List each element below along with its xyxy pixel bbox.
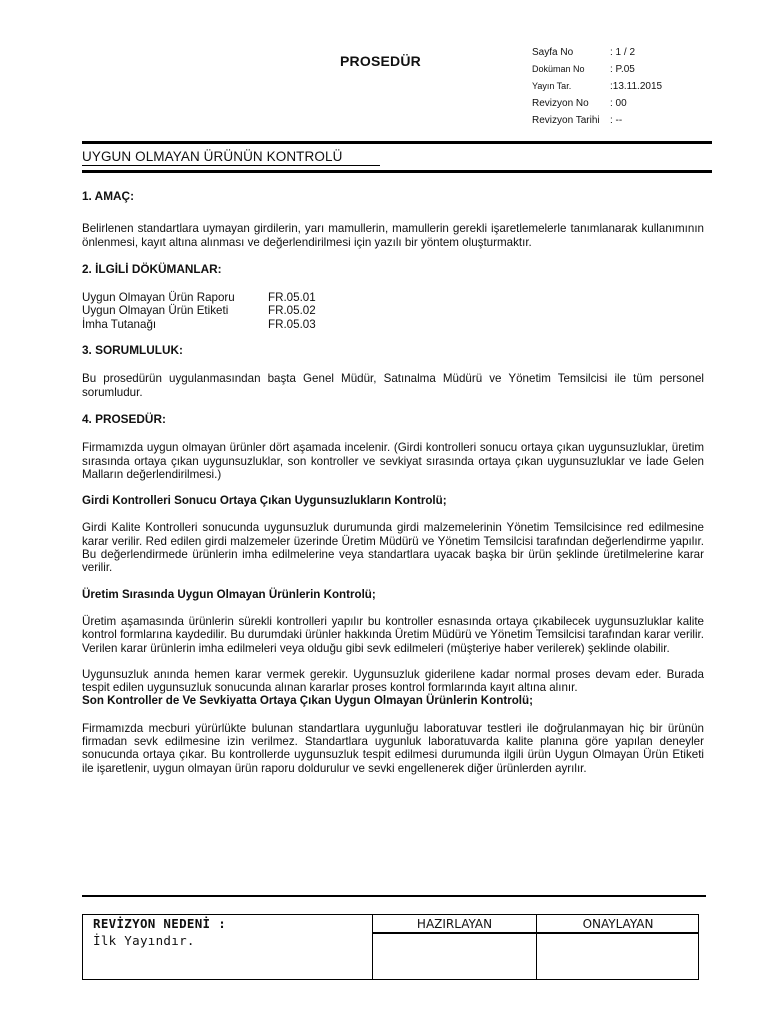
meta-value: : P.05 (610, 64, 635, 75)
document-reference-code: FR.05.02 (268, 304, 316, 318)
document-reference-code: FR.05.03 (268, 317, 316, 331)
document-reference-row (82, 291, 704, 304)
section-heading-procedure: 4. PROSEDÜR: (82, 411, 166, 426)
meta-label: Yayın Tar. (532, 81, 572, 91)
document-reference-code: FR.05.01 (268, 291, 316, 305)
responsibility-text: Bu prosedürün uygulanmasından başta Genel Müdür, Satınalma Müdürü ve Yönetim Temsilcisi ile tüm personel sorumludur. (82, 372, 704, 399)
subject-underline (82, 165, 380, 166)
final-control-text: Firmamızda mecburi yürürlükte bulunan standartlara uygunluğu laboratuvar testleri ile doğrulanmayan hiç bir ürünün firmadan sevk edilmesine izin verilmez. Standartlara uygunluk laboratuvarda kalite planına göre yapılan deneyler sonucunda ortaya çıkar. Bu kontrollerde uygunsuzluk tespit edilmesi durumunda ilgili ürün Uygun Olmayan Ürün Etiketi ile işaretlenir, uygun olmayan ürün raporu doldurulur ve sevki engellenerek diğer ürünlerden ayrılır. (82, 721, 704, 775)
procedure-text: Firmamızda uygun olmayan ürünler dört aşamada incelenir. (Girdi kontrolleri sonucu ortaya çıkan uygunsuzluklar, üretim sırasında ortaya çıkan uygunsuzluklar, son kontroller ve sevkiyat sırasında ortaya çıkan uygunsuzluklar ve İade Gelen Malların değerlendirilmesi.) (82, 441, 704, 481)
document-reference-name: İmha Tutanağı (82, 317, 157, 331)
document-body (82, 190, 704, 775)
section-heading-purpose: 1. AMAÇ: (82, 189, 134, 203)
table-header-divider (372, 932, 698, 934)
document-reference-row (82, 304, 704, 317)
subsection-heading-production: Üretim Sırasında Uygun Olmayan Ürünlerin Kontrolü; (82, 587, 376, 601)
meta-label: Revizyon Tarihi (532, 115, 600, 126)
procedure-subject: UYGUN OLMAYAN ÜRÜNÜN KONTROLÜ (82, 149, 343, 164)
prepared-by-header: HAZIRLAYAN (416, 917, 493, 931)
meta-label: Sayfa No (532, 47, 574, 58)
production-control-text: Üretim aşamasında ürünlerin sürekli kontrolleri yapılır bu kontroller esnasında ortaya çıkabilecek uygunsuzluklar kalite kontrol formlarına kaydedilir. Bu durumdaki ürünler hakkında Üretim Müdürü ve Yönetim Temsilcisi tarafından karar verilir. Verilen karar ürünlerin imha edilmeleri veya olduğu gibi sevk edilmeleri (müşteriye haber verilerek) şeklinde olabilir. (82, 614, 704, 655)
approved-by-header: ONAYLAYAN (582, 917, 654, 931)
header-divider (82, 141, 712, 144)
document-reference-row (82, 318, 704, 331)
meta-label: Doküman No (532, 64, 585, 74)
revision-table (82, 914, 699, 980)
document-meta-block (532, 44, 662, 129)
meta-value: : 00 (610, 98, 627, 109)
document-reference-name: Uygun Olmayan Ürün Raporu (82, 291, 235, 305)
table-column-divider (536, 915, 537, 979)
meta-row-document-no (532, 61, 662, 78)
document-reference-name: Uygun Olmayan Ürün Etiketi (82, 304, 229, 318)
meta-row-revision-date (532, 112, 662, 129)
subject-divider (82, 170, 712, 173)
document-type-title: PROSEDÜR (340, 53, 421, 69)
purpose-text: Belirlenen standartlara uymayan girdilerin, yarı mamullerin, mamullerin gerekli işaretlemelerle tanımlanarak kullanımının önlenmesi, kayıt altına alınması ve değerlendirilmesi için yazılı bir yöntem oluşturmaktır. (82, 222, 704, 249)
incoming-control-text: Girdi Kalite Kontrolleri sonucunda uygunsuzluk durumunda girdi malzemelerinin Yönetim Temsilcisince red edilmesine karar verilir. Red edilen girdi malzemeler üzerinde Üretim Müdürü ve Yönetim Temsilcisi tarafından değerlendirme yapılır. Bu değerlendirmede ürünlerin imha edilmelerine veya standartlara uyacak başka bir ürün şeklinde üretilmelerine karar verilir. (82, 521, 704, 575)
production-decision-text: Uygunsuzluk anında hemen karar vermek gerekir. Uygunsuzluk giderilene kadar normal proses devam eder. Burada tespit edilen uygunsuzluk sonucunda alınan kararlar proses kontrol formlarında kayıt altına alınır. (82, 667, 704, 695)
section-heading-documents: 2. İLGİLİ DÖKÜMANLAR: (82, 261, 222, 276)
meta-value: : 1 / 2 (610, 47, 636, 58)
footer-divider (82, 895, 706, 897)
subsection-heading-final: Son Kontroller de Ve Sevkiyatta Ortaya Çıkan Uygun Olmayan Ürünlerin Kontrolü; (82, 694, 533, 708)
meta-value: : -- (610, 115, 623, 126)
subsection-heading-incoming: Girdi Kontrolleri Sonucu Ortaya Çıkan Uygunsuzlukların Kontrolü; (82, 494, 447, 508)
meta-row-page (532, 44, 662, 61)
meta-label: Revizyon No (532, 98, 589, 109)
meta-row-revision-no (532, 95, 662, 112)
revision-reason-value: İlk Yayındır. (93, 933, 195, 948)
section-heading-responsibility: 3. SORUMLULUK: (82, 343, 183, 358)
meta-row-publish-date (532, 78, 662, 95)
revision-reason-label: REVİZYON NEDENİ : (93, 916, 227, 931)
meta-value: :13.11.2015 (610, 81, 663, 92)
